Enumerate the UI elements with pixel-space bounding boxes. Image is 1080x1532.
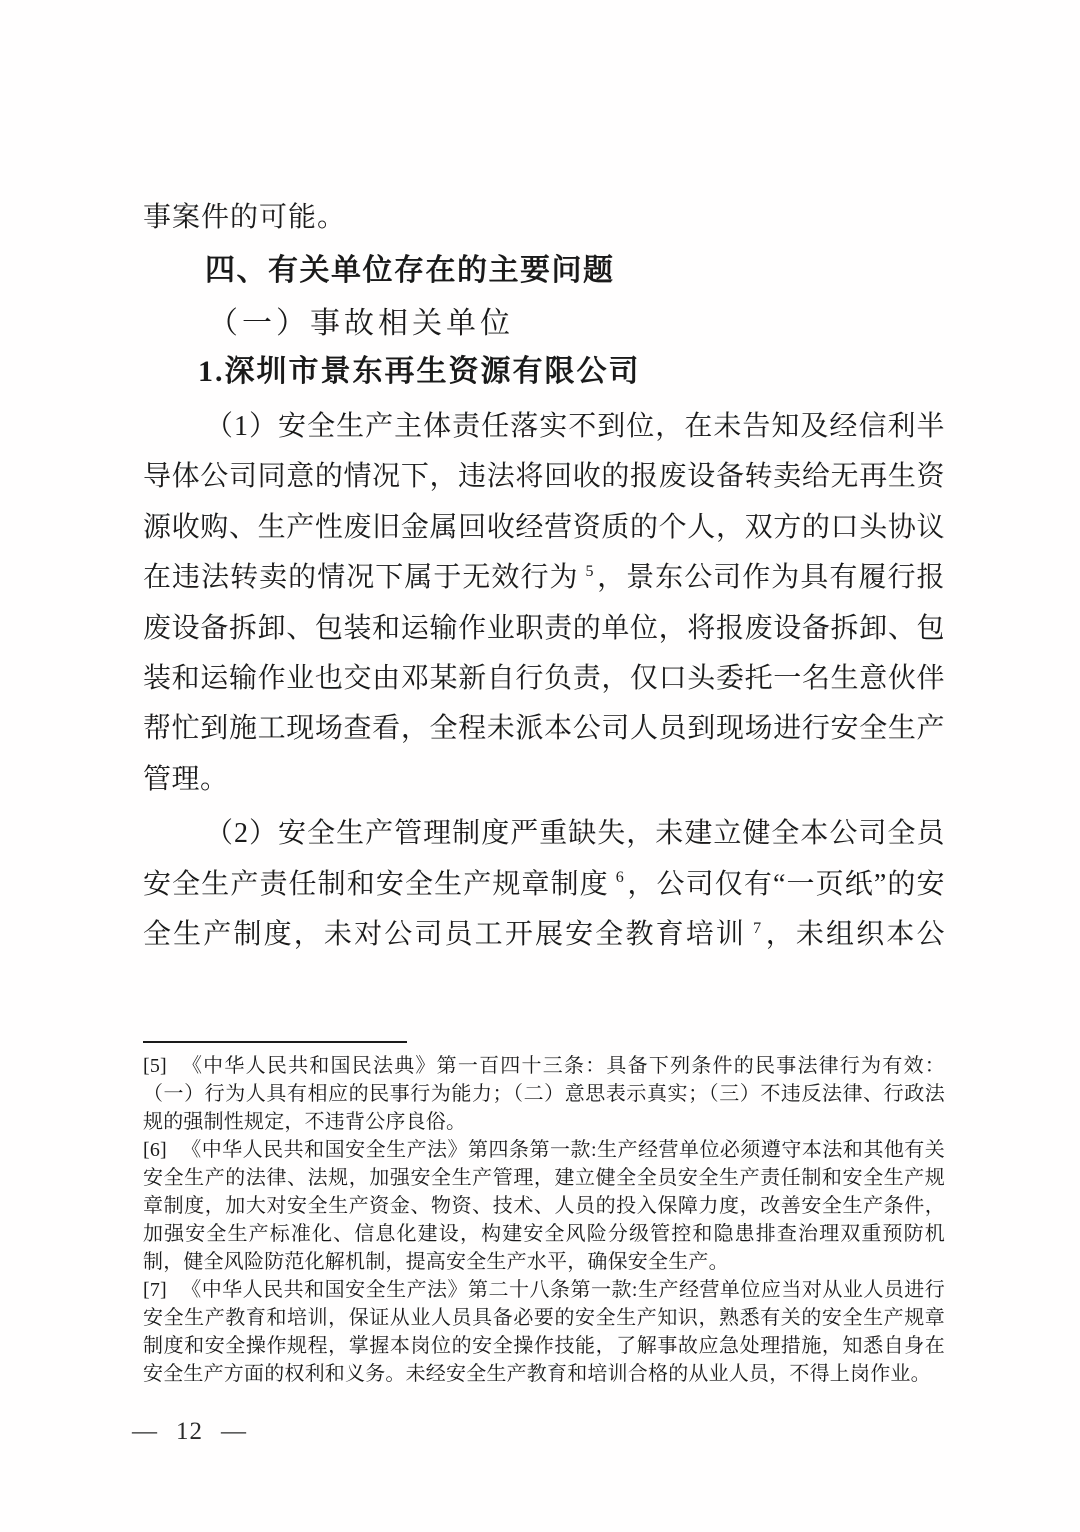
footnote-7-marker: [7] — [143, 1279, 167, 1301]
page-number — [132, 1418, 247, 1446]
paragraph-2-text-a: （2）安全生产管理制度严重缺失，未建立健全本公司全员安全生产责任制和安全生产规章制度 — [143, 818, 945, 900]
footnote-separator-rule — [143, 1041, 407, 1043]
leading-paragraph-end: 事案件的可能。 — [143, 202, 347, 233]
footnotes-section — [143, 1041, 945, 1388]
footnote-ref-6: 6 — [615, 869, 624, 887]
paragraph-2 — [143, 809, 945, 960]
footnote-ref-7: 7 — [753, 919, 762, 937]
paragraph-2-text-c: ，未组织本公 — [764, 919, 945, 951]
footnote-7-text: 《中华人民共和国安全生产法》第二十八条第一款:生产经营单位应当对从业人员进行安全生产教育和培训，保证从业人员具备必要的安全生产知识，熟悉有关的安全生产规章制度和安全操作规程，掌握本岗位的安全操作技能，了解事故应急处理措施，知悉自身在安全生产方面的权利和义务。未经安全生产教育和培训合格的从业人员，不得上岗作业。 — [143, 1279, 945, 1385]
page-number-value: 12 — [176, 1418, 203, 1445]
paragraph-1 — [143, 402, 945, 805]
footnote-6-text: 《中华人民共和国安全生产法》第四条第一款:生产经营单位必须遵守本法和其他有关安全生产的法律、法规，加强安全生产管理，建立健全全员安全生产责任制和安全生产规章制度，加大对安全生产资金、物资、技术、人员的投入保障力度，改善安全生产条件，加强安全生产标准化、信息化建设，构建安全风险分级管控和隐患排查治理双重预防机制，健全风险防范化解机制，提高安全生产水平，确保安全生产。 — [143, 1139, 945, 1273]
footnote-5-marker: [5] — [143, 1055, 167, 1077]
company-heading: 1.深圳市景东再生资源有限公司 — [198, 355, 641, 388]
paragraph-2-text-b: ，公司仅有“一页纸”的安全生产制度，未对公司员工开展安全教育培训 — [143, 868, 945, 951]
section-heading: 四、有关单位存在的主要问题 — [205, 254, 615, 287]
paragraph-1-text-a: （1）安全生产主体责任落实不到位，在未告知及经信利半导体公司同意的情况下，违法将回收的报废设备转卖给无再生资源收购、生产性废旧金属回收经营资质的个人，双方的口头协议在违法转卖的情况下属于无效行为 — [143, 411, 945, 594]
page-number-left-dash: — — [132, 1418, 158, 1445]
footnote-6-marker: [6] — [143, 1139, 167, 1161]
footnote-5 — [143, 1052, 945, 1136]
page-content — [143, 200, 945, 960]
footnote-5-text: 《中华人民共和国民法典》第一百四十三条：具备下列条件的民事法律行为有效：（一）行为人具有相应的民事行为能力；（二）意思表示真实；（三）不违反法律、行政法规的强制性规定，不违背公序良俗。 — [143, 1055, 945, 1133]
paragraph-1-text-b: ，景东公司作为具有履行报废设备拆卸、包装和运输作业职责的单位，将报废设备拆卸、包装和运输作业也交由邓某新自行负责，仅口头委托一名生意伙伴帮忙到施工现场查看，全程未派本公司人员到现场进行安全生产管理。 — [143, 562, 945, 795]
page-number-right-dash: — — [221, 1418, 247, 1445]
footnote-ref-5: 5 — [585, 562, 594, 580]
footnote-6 — [143, 1136, 945, 1276]
sub-heading: （一）事故相关单位 — [208, 307, 514, 340]
footnote-7 — [143, 1276, 945, 1388]
